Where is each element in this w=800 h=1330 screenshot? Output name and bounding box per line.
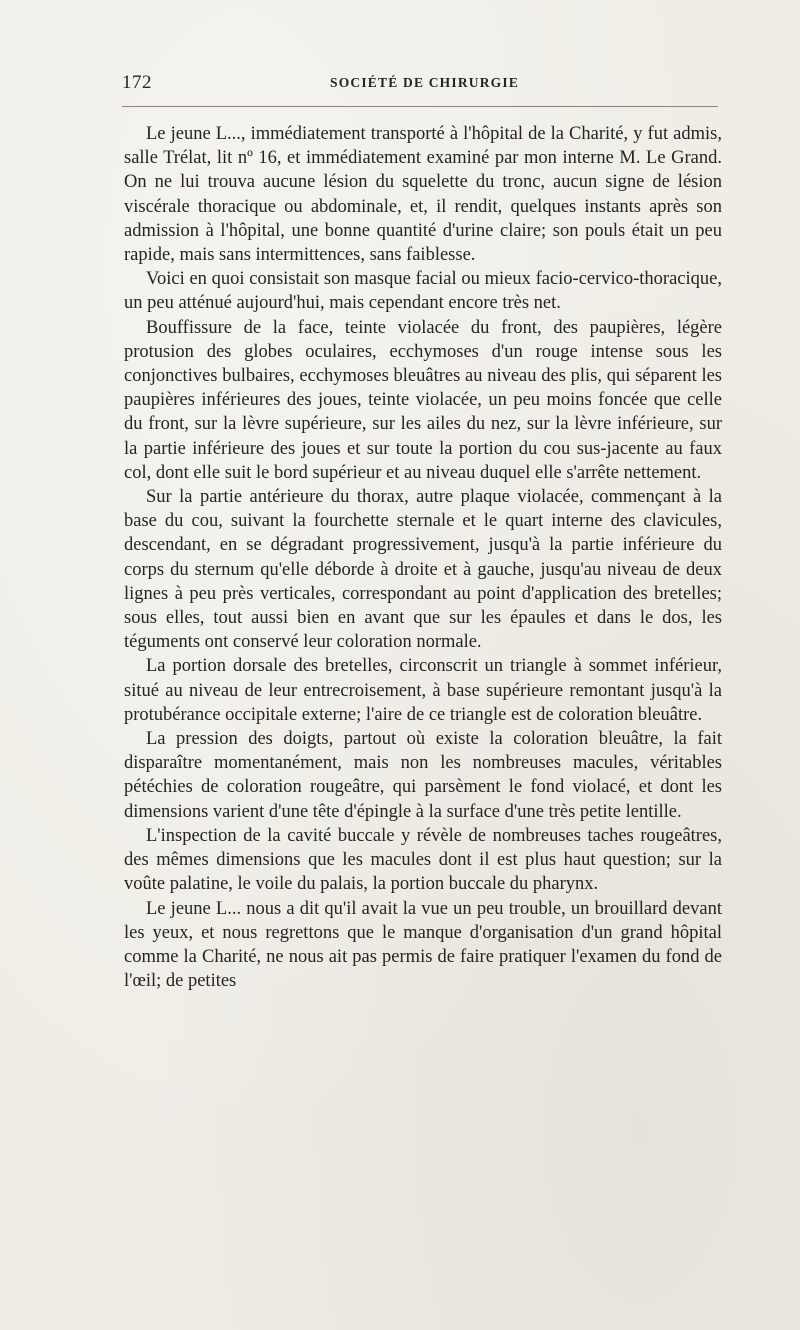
paragraph-6: La pression des doigts, partout où existe la coloration bleuâtre, la fait disparaître momentanément, mais non les nombreuses macules, véritables pétéchies de coloration rougeâtre, qui parsèment le fond violacé, et dont les dimensions varient d'une tête d'épingle à la surface d'une très petite lentille. <box>124 729 722 822</box>
paragraph-7: L'inspection de la cavité buccale y révèle de nombreuses taches rougeâtres, des mêmes dimensions que les macules dont il est plus haut question; sur la voûte palatine, le voile du palais, la portion buccale du pharynx. <box>124 825 722 895</box>
paragraph-1: Le jeune L..., immédiatement transporté à l'hôpital de la Charité, y fut admis, salle Trélat, lit nº 16, et immédiatement examiné par mon interne M. Le Grand. On ne lui trouva aucune lésion du squelette du tronc, aucun signe de lésion viscérale thoracique ou abdominale, et, il rendit, quelques instants après son admission à l'hôpital, une bonne quantité d'urine claire; son pouls était un peu rapide, mais sans intermittences, sans faiblesse. <box>124 124 722 266</box>
paragraph-8: Le jeune L... nous a dit qu'il avait la vue un peu trouble, un brouillard devant les yeux, et nous regrettons que le manque d'organisation d'un grand hôpital comme la Charité, ne nous ait pas permis de faire pratiquer l'examen du fond de l'œil; de petites <box>124 898 722 992</box>
body-text <box>124 122 722 993</box>
journal-title: SOCIÉTÉ DE CHIRURGIE <box>330 75 520 90</box>
page-number: 172 <box>122 72 152 93</box>
running-head <box>122 72 722 96</box>
paragraph-2: Voici en quoi consistait son masque facial ou mieux facio-cervico-thoracique, un peu atténué aujourd'hui, mais cependant encore très net. <box>124 269 722 314</box>
paragraph-4: Sur la partie antérieure du thorax, autre plaque violacée, commençant à la base du cou, suivant la fourchette sternale et le quart interne des clavicules, descendant, en se dégradant progressivement, jusqu'à la partie inférieure du corps du sternum qu'elle déborde à droite et à gauche, jusqu'au niveau de deux lignes à peu près verticales, correspondant au point d'application des bretelles; sous elles, tout aussi bien en avant que sur les épaules et dans le dos, les téguments ont conservé leur coloration normale. <box>124 487 722 653</box>
header-rule <box>122 106 718 107</box>
paragraph-3: Bouffissure de la face, teinte violacée du front, des paupières, légère protusion des globes oculaires, ecchymoses d'un rouge intense sous les conjonctives bulbaires, ecchymoses bleuâtres au niveau des plis, qui séparent les paupières inférieures des joues, teinte violacée, un peu moins foncée que celle du front, sur la lèvre supérieure, sur les ailes du nez, sur la lèvre inférieure, sur la partie inférieure des joues et sur toute la portion du cou sus-jacente au faux col, dont elle suit le bord supérieur et au niveau duquel elle s'arrête nettement. <box>124 317 722 483</box>
paragraph-5: La portion dorsale des bretelles, circonscrit un triangle à sommet inférieur, situé au niveau de leur entrecroisement, à base supérieure remontant jusqu'à la protubérance occipitale externe; l'aire de ce triangle est de coloration bleuâtre. <box>124 656 722 725</box>
